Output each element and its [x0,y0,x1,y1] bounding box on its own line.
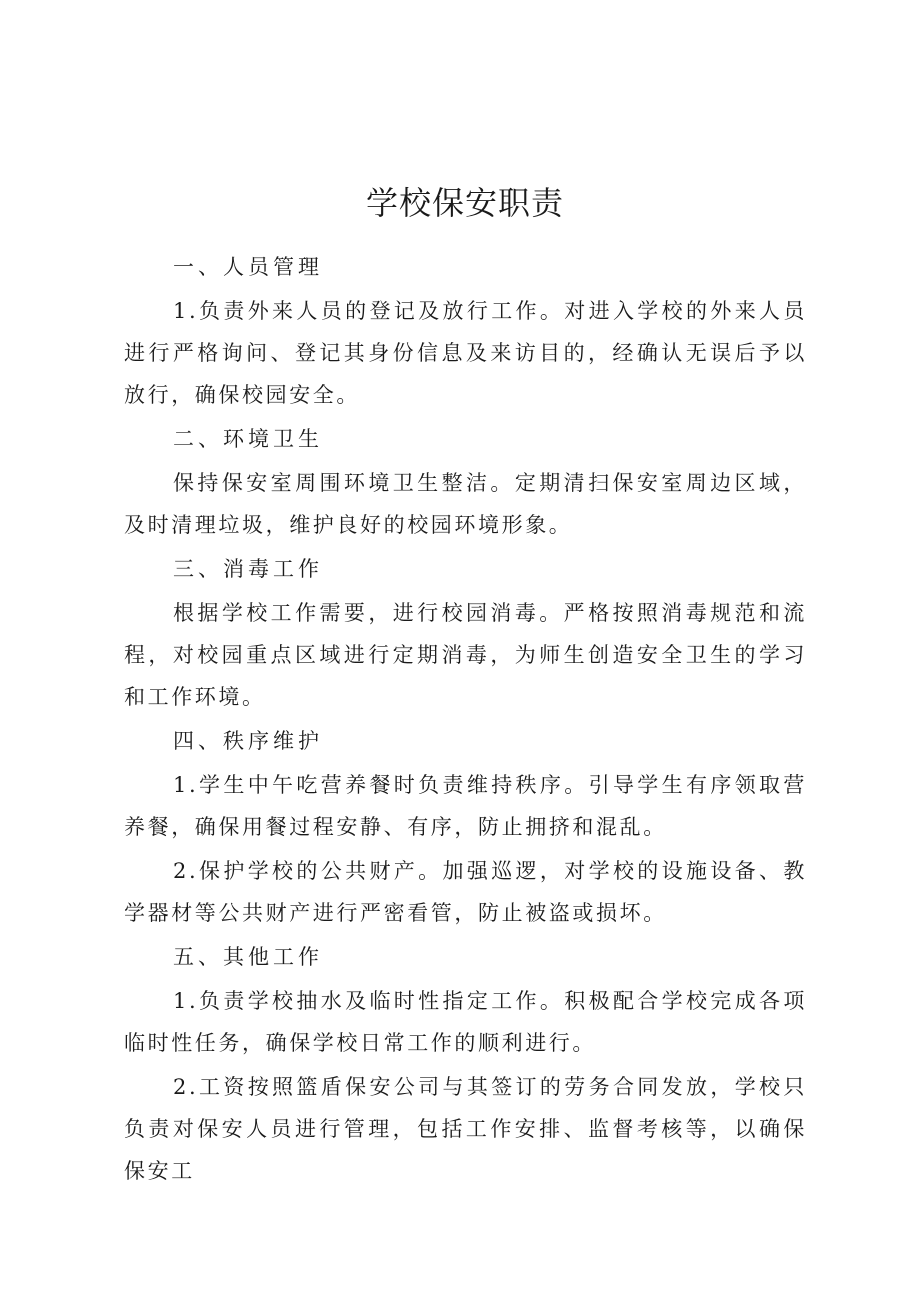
paragraph-other-2: 2.工资按照篮盾保安公司与其签订的劳务合同发放，学校只负责对保安人员进行管理，包括工作安排、监督考核等，以确保保安工 [124,1075,807,1183]
paragraph-other-1: 1.负责学校抽水及临时性指定工作。积极配合学校完成各项临时性任务，确保学校日常工作的顺利进行。 [124,989,807,1055]
section-heading-order: 四、秩序维护 [173,729,323,753]
document-title: 学校保安职责 [365,184,564,222]
section-heading-personnel: 一、人员管理 [173,255,323,279]
section-heading-sanitation: 二、环境卫生 [173,427,323,451]
paragraph-sanitation-1: 保持保安室周围环境卫生整洁。定期清扫保安室周边区域，及时清理垃圾，维护良好的校园环境形象。 [124,471,807,537]
section-heading-disinfection: 三、消毒工作 [173,557,323,581]
paragraph-disinfection-1: 根据学校工作需要，进行校园消毒。严格按照消毒规范和流程，对校园重点区域进行定期消毒，为师生创造安全卫生的学习和工作环境。 [124,601,807,709]
paragraph-order-2: 2.保护学校的公共财产。加强巡逻，对学校的设施设备、教学器材等公共财产进行严密看管，防止被盗或损坏。 [124,859,807,925]
document-body [124,246,807,1194]
paragraph-order-1: 1.学生中午吃营养餐时负责维持秩序。引导学生有序领取营养餐，确保用餐过程安静、有序，防止拥挤和混乱。 [124,773,807,839]
section-heading-other: 五、其他工作 [173,945,323,969]
paragraph-personnel-1: 1.负责外来人员的登记及放行工作。对进入学校的外来人员进行严格询问、登记其身份信息及来访目的，经确认无误后予以放行，确保校园安全。 [124,299,807,407]
